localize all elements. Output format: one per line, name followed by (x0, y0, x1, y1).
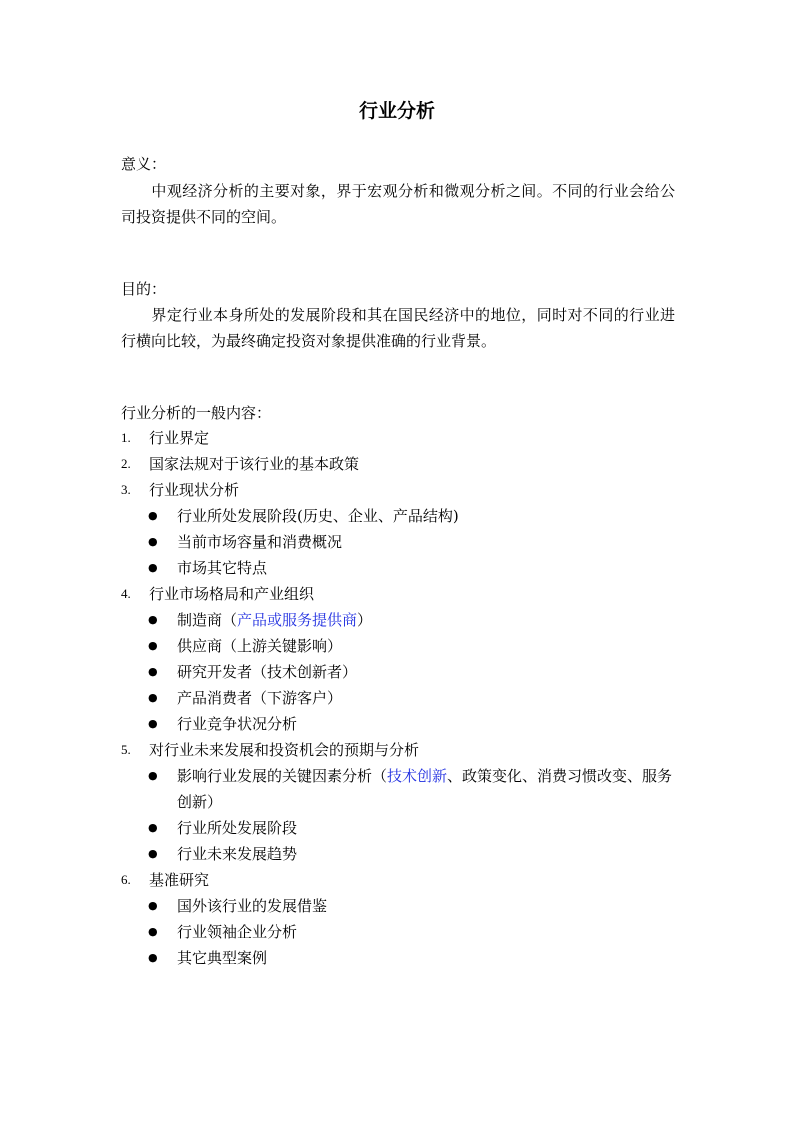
bullet-dot-icon: ● (148, 899, 158, 912)
list-item (121, 737, 681, 763)
sub-item-text-head: 制造商（ (177, 611, 238, 629)
purpose-paragraph (121, 302, 675, 354)
item-text: 行业界定 (149, 429, 210, 447)
item-number: 6. (121, 872, 131, 887)
item-text: 国家法规对于该行业的基本政策 (149, 455, 360, 473)
item-text: 行业现状分析 (149, 481, 240, 499)
bullet-dot-icon: ● (148, 561, 158, 574)
sub-list-item (121, 555, 681, 581)
item-number: 2. (121, 456, 131, 471)
sub-item-text: 产品消费者（下游客户） (177, 689, 343, 707)
significance-paragraph (121, 178, 675, 230)
sub-item-text (177, 763, 681, 815)
list-item (121, 477, 681, 503)
page-title: 行业分析 (358, 100, 435, 122)
purpose-text: 界定行业本身所处的发展阶段和其在国民经济中的地位，同时对不同的行业进行横向比较，为最终确定投资对象提供准确的行业背景。 (121, 306, 675, 350)
sub-item-text: 行业所处发展阶段 (177, 819, 298, 837)
sub-list-item (121, 763, 681, 815)
bullet-dot-icon: ● (148, 639, 158, 652)
contents-list (121, 425, 681, 971)
bullet-dot-icon: ● (148, 665, 158, 678)
sub-list-item (121, 841, 681, 867)
item-number: 3. (121, 482, 131, 497)
list-item (121, 581, 681, 607)
highlighted-link-text[interactable]: 技术创新 (387, 767, 448, 785)
sub-item-text: 国外该行业的发展借鉴 (177, 897, 328, 915)
highlighted-link-text[interactable]: 产品或服务提供商 (237, 611, 358, 629)
item-text: 行业市场格局和产业组织 (149, 585, 315, 603)
bullet-dot-icon: ● (148, 951, 158, 964)
sub-list-item (121, 815, 681, 841)
list-item (121, 451, 681, 477)
list-item (121, 425, 681, 451)
significance-text: 中观经济分析的主要对象，界于宏观分析和微观分析之间。不同的行业会给公司投资提供不同的空间。 (121, 182, 675, 226)
sub-list-item (121, 607, 681, 633)
bullet-dot-icon: ● (148, 821, 158, 834)
sub-item-text: 当前市场容量和消费概况 (177, 533, 343, 551)
bullet-dot-icon: ● (148, 769, 158, 782)
sub-list-item (121, 919, 681, 945)
sub-item-text-head: 影响行业发展的关键因素分析（ (177, 767, 388, 785)
bullet-dot-icon: ● (148, 925, 158, 938)
bullet-dot-icon: ● (148, 691, 158, 704)
sub-list-item (121, 633, 681, 659)
sub-list-item (121, 503, 681, 529)
sub-item-text: 市场其它特点 (177, 559, 268, 577)
sub-item-text: 供应商（上游关键影响） (177, 637, 343, 655)
sub-item-text: 研究开发者（技术创新者） (177, 663, 358, 681)
sub-item-text-tail: ） (357, 611, 373, 629)
purpose-heading: 目的： (121, 280, 167, 298)
sub-item-text: 行业所处发展阶段(历史、企业、产品结构) (177, 507, 459, 525)
sub-item-text: 行业未来发展趋势 (177, 845, 298, 863)
significance-heading: 意义： (121, 155, 167, 173)
sub-list-item (121, 893, 681, 919)
contents-heading: 行业分析的一般内容： (121, 404, 272, 422)
sub-list-item (121, 659, 681, 685)
sub-item-text (177, 607, 681, 633)
item-number: 5. (121, 742, 131, 757)
bullet-dot-icon: ● (148, 509, 158, 522)
list-item (121, 867, 681, 893)
bullet-dot-icon: ● (148, 847, 158, 860)
item-text: 对行业未来发展和投资机会的预期与分析 (149, 741, 420, 759)
sub-list-item (121, 529, 681, 555)
bullet-dot-icon: ● (148, 613, 158, 626)
sub-item-text: 行业领袖企业分析 (177, 923, 298, 941)
sub-item-text: 其它典型案例 (177, 949, 268, 967)
bullet-dot-icon: ● (148, 535, 158, 548)
sub-list-item (121, 685, 681, 711)
item-number: 1. (121, 430, 131, 445)
item-text: 基准研究 (149, 871, 210, 889)
sub-item-text: 行业竞争状况分析 (177, 715, 298, 733)
sub-list-item (121, 945, 681, 971)
bullet-dot-icon: ● (148, 717, 158, 730)
item-number: 4. (121, 586, 131, 601)
sub-item-text-tail: 、政策变化、消费习惯改变、服务创新） (177, 767, 673, 811)
sub-list-item (121, 711, 681, 737)
